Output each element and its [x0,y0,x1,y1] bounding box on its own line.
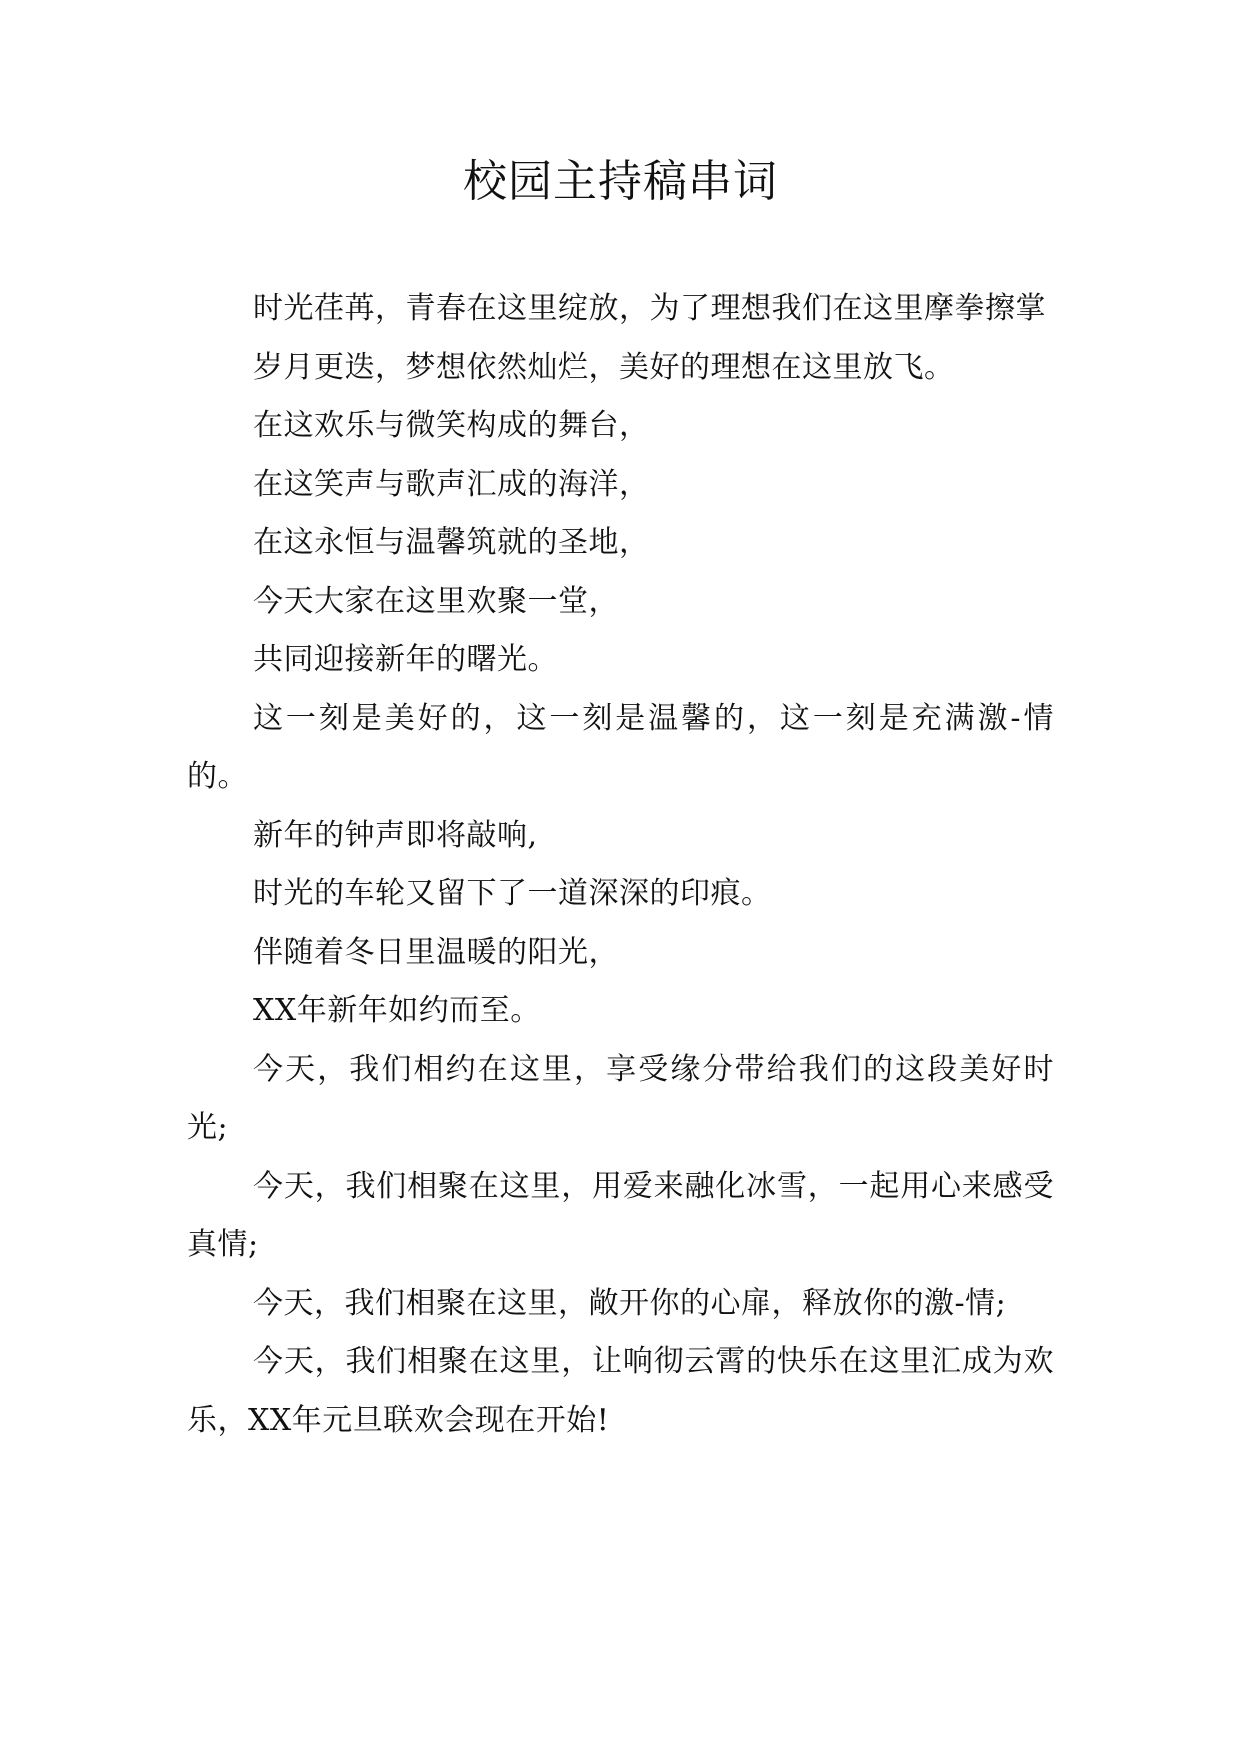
document-title: 校园主持稿串词 [463,156,778,207]
paragraph: 时光荏苒，青春在这里绽放，为了理想我们在这里摩拳擦掌 [253,291,1046,326]
document-body [187,280,1054,1450]
paragraph: 这一刻是美好的，这一刻是温馨的，这一刻是充满激-情的。 [187,700,1054,794]
paragraph: 伴随着冬日里温暖的阳光， [253,934,619,970]
paragraph: 岁月更迭，梦想依然灿烂，美好的理想在这里放飞。 [253,349,955,385]
paragraph: 在这笑声与歌声汇成的海洋， [253,466,650,502]
paragraph: 时光的车轮又留下了一道深深的印痕。 [253,876,772,911]
paragraph: 今天大家在这里欢聚一堂， [253,583,619,619]
paragraph: 新年的钟声即将敲响, [253,817,538,853]
paragraph: 共同迎接新年的曙光。 [253,642,558,677]
paragraph: 今天，我们相约在这里，享受缘分带给我们的这段美好时光; [187,1051,1054,1145]
paragraph: 今天，我们相聚在这里，敞开你的心扉，释放你的激-情; [253,1285,1007,1321]
paragraph: 在这永恒与温馨筑就的圣地， [253,525,650,560]
paragraph: 在这欢乐与微笑构成的舞台， [253,408,650,443]
paragraph: 今天，我们相聚在这里，用爱来融化冰雪，一起用心来感受真情; [187,1168,1054,1262]
paragraph: XX年新年如约而至。 [253,993,541,1028]
paragraph: 今天，我们相聚在这里，让响彻云霄的快乐在这里汇成为欢乐，XX年元旦联欢会现在开始! [187,1344,1054,1438]
